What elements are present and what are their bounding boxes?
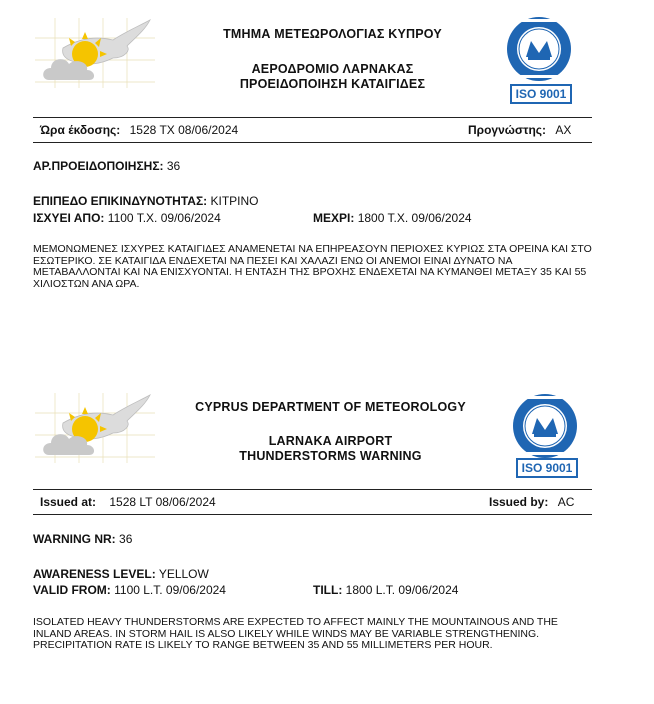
greek-awareness-level bbox=[33, 194, 259, 208]
greek-level-value: ΚΙΤΡΙΝΟ bbox=[210, 194, 259, 208]
english-nr-label: WARNING NR: bbox=[33, 532, 116, 546]
airport-name: LARNAKA AIRPORT bbox=[268, 434, 393, 448]
english-from-value: 1100 L.T. 09/06/2024 bbox=[114, 583, 226, 597]
greek-header-divider bbox=[33, 117, 592, 118]
greek-from-label: ΙΣΧΥΕΙ ΑΠΟ: bbox=[33, 211, 105, 225]
greek-level-label: ΕΠΙΠΕΔΟ ΕΠΙΚΙΝΔΥΝΟΤΗΤΑΣ: bbox=[33, 194, 208, 208]
english-to-value: 1800 L.T. 09/06/2024 bbox=[345, 583, 459, 597]
iso-label: ISO 9001 bbox=[510, 84, 572, 104]
department-title: ΤΜΗΜΑ ΜΕΤΕΩΡΟΛΟΓΙΑΣ ΚΥΠΡΟΥ bbox=[223, 27, 442, 41]
greek-issued-label: Ώρα έκδοσης: bbox=[40, 123, 121, 137]
greek-valid-till bbox=[313, 211, 472, 225]
iso-label: ISO 9001 bbox=[516, 458, 578, 478]
greek-issued-row bbox=[40, 123, 238, 137]
greek-forecaster-value: ΑΧ bbox=[555, 123, 572, 137]
greek-nr-label: ΑΡ.ΠΡΟΕΙΔΟΠΟΙΗΣΗΣ: bbox=[33, 159, 164, 173]
iso-certified-seal-icon bbox=[504, 392, 586, 462]
english-to-label: TILL: bbox=[313, 583, 343, 597]
english-issued-label: Issued at: bbox=[40, 495, 97, 509]
airport-name: ΑΕΡΟΔΡΟΜΙΟ ΛΑΡΝΑΚΑΣ bbox=[251, 62, 414, 76]
iso-certified-seal-icon bbox=[498, 15, 580, 85]
warning-type: THUNDERSTORMS WARNING bbox=[239, 449, 422, 463]
english-issued-value: 1528 LT 08/06/2024 bbox=[109, 495, 216, 509]
english-forecaster-row bbox=[489, 495, 574, 509]
greek-from-value: 1100 Τ.Χ. 09/06/2024 bbox=[107, 211, 221, 225]
greek-meta-divider bbox=[33, 142, 592, 143]
english-valid-till bbox=[313, 583, 458, 597]
english-warning-text: ISOLATED HEAVY THUNDERSTORMS ARE EXPECTED TO AFFECT MAINLY THE MOUNTAINOUS AND THE INLAND AREAS. IN STORM HAIL IS ALSO LIKELY WHILE WINDS MAY BE VARIABLE STRENGTHENING. PRECIPITATION RATE IS LIKELY TO RANGE BETWEEN 35 AND 55 MILLIMETERS PER HOUR. bbox=[33, 616, 558, 651]
english-level-label: AWARENESS LEVEL: bbox=[33, 567, 156, 581]
greek-to-label: ΜΕΧΡΙ: bbox=[313, 211, 355, 225]
english-warning-number bbox=[33, 532, 132, 546]
greek-to-value: 1800 Τ.Χ. 09/06/2024 bbox=[357, 211, 472, 225]
english-valid-from bbox=[33, 583, 226, 597]
greek-valid-from bbox=[33, 211, 221, 225]
greek-forecaster-row bbox=[468, 123, 571, 137]
department-title: CYPRUS DEPARTMENT OF METEOROLOGY bbox=[195, 400, 466, 414]
greek-issued-value: 1528 ΤΧ 08/06/2024 bbox=[129, 123, 239, 137]
iso-certification-badge bbox=[498, 15, 580, 103]
warning-type: ΠΡΟΕΙΔΟΠΟΙΗΣΗ ΚΑΤΑΙΓΙΔΕΣ bbox=[239, 77, 426, 91]
greek-warning-number bbox=[33, 159, 180, 173]
english-meta-divider bbox=[33, 514, 592, 515]
english-level-value: YELLOW bbox=[158, 567, 209, 581]
english-forecaster-label: Issued by: bbox=[489, 495, 549, 509]
greek-forecaster-label: Προγνώστης: bbox=[468, 123, 547, 137]
meteorology-logo-icon bbox=[35, 393, 155, 463]
greek-warning-text: ΜΕΜΟΝΩΜΕΝΕΣ ΙΣΧΥΡΕΣ ΚΑΤΑΙΓΙΔΕΣ ΑΝΑΜΕΝΕΤΑΙ ΝΑ ΕΠΗΡΕΑΣΟΥΝ ΠΕΡΙΟΧΕΣ ΚΥΡΙΩΣ ΣΤΑ ΟΡΕΙΝΑ ΚΑΙ ΣΤΟ ΕΣΩΤΕΡΙΚΟ. ΣΕ ΚΑΤΑΙΓΙΔΑ ΕΝΔΕΧΕΤΑΙ ΝΑ ΠΕΣΕΙ ΚΑΙ ΧΑΛΑΖΙ ΕΝΩ ΟΙ ΑΝΕΜΟΙ ΕΙΝΑΙ ΔΥΝΑΤΟ ΝΑ ΜΕΤΑΒΑΛΛΟΝΤΑΙ ΚΑΙ ΝΑ ΕΝΙΣΧΥΟΝΤΑΙ. Η ΕΝΤΑΣΗ ΤΗΣ ΒΡΟΧΗΣ ΕΝΔΕΧΕΤΑΙ ΝΑ ΚΥΜΑΝΘΕΙ ΜΕΤΑΞΥ 35 ΚΑΙ 55 ΧΙΛΙΟΣΤΩΝ ΑΝΑ ΩΡΑ. bbox=[33, 243, 592, 290]
english-nr-value: 36 bbox=[119, 532, 133, 546]
english-from-label: VALID FROM: bbox=[33, 583, 111, 597]
english-header-divider bbox=[33, 489, 592, 490]
english-forecaster-value: AC bbox=[557, 495, 575, 509]
greek-nr-value: 36 bbox=[166, 159, 181, 173]
iso-certification-badge bbox=[504, 392, 586, 480]
meteorology-logo-icon bbox=[35, 18, 155, 88]
english-issued-row bbox=[40, 495, 216, 509]
english-awareness-level bbox=[33, 567, 209, 581]
